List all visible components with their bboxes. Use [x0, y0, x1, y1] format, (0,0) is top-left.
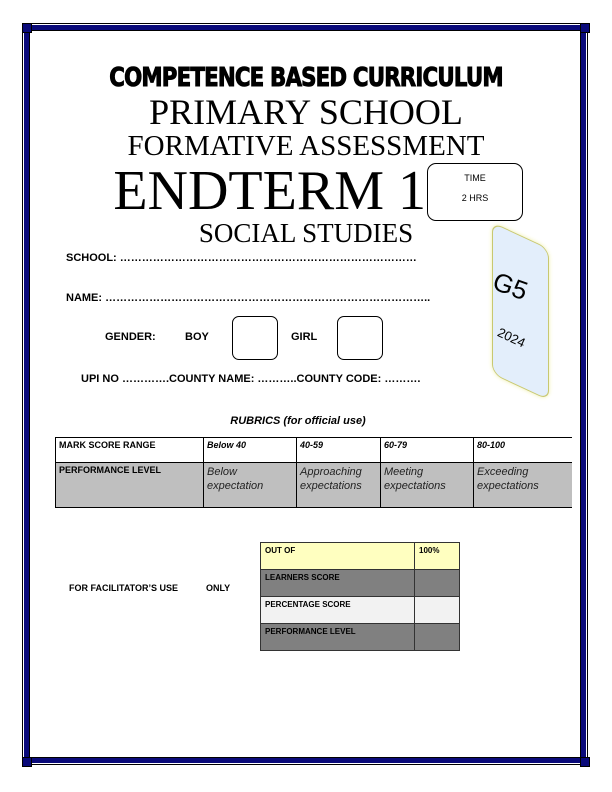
table-cell: PERCENTAGE SCORE	[261, 597, 415, 624]
rubrics-table	[55, 437, 572, 508]
border-corner	[22, 757, 32, 767]
facilitator-label: FOR FACILITATOR’S USE	[69, 583, 179, 593]
table-cell: Below expectation	[204, 463, 297, 508]
border-corner	[580, 757, 590, 767]
school-field[interactable]: SCHOOL: ………………………………………………………………………	[66, 252, 417, 264]
table-row	[261, 624, 460, 651]
percentage-score-input[interactable]	[415, 597, 460, 624]
table-cell: MARK SCORE RANGE	[56, 438, 204, 463]
table-row	[56, 463, 572, 508]
facilitator-table	[260, 542, 460, 651]
name-field[interactable]: NAME: ……………………………………………………………………………..	[66, 292, 431, 304]
table-row	[261, 597, 460, 624]
table-cell: PERFORMANCE LEVEL	[56, 463, 204, 508]
table-row	[261, 543, 460, 570]
table-cell: LEARNERS SCORE	[261, 570, 415, 597]
time-box	[427, 163, 523, 221]
table-cell: 80-100	[474, 438, 572, 463]
table-row	[56, 438, 572, 463]
table-cell: Meeting expectations	[381, 463, 474, 508]
time-value: 2 HRS	[461, 193, 489, 203]
assessment-title: FORMATIVE ASSESSMENT	[127, 130, 485, 162]
boy-label: BOY	[185, 331, 209, 343]
learners-score-input[interactable]	[415, 570, 460, 597]
performance-level-input[interactable]	[415, 624, 460, 651]
girl-label: GIRL	[291, 331, 318, 343]
upi-county-field[interactable]: UPI NO ………….COUNTY NAME: ………..COUNTY CODE: ……….	[81, 373, 421, 385]
grade-badge	[492, 222, 549, 401]
table-cell: OUT OF	[261, 543, 415, 570]
border-corner	[580, 23, 590, 33]
table-cell: 40-59	[297, 438, 381, 463]
table-cell: PERFORMANCE LEVEL	[261, 624, 415, 651]
table-cell: Below 40	[204, 438, 297, 463]
table-cell: Approaching expectations	[297, 463, 381, 508]
border-corner	[22, 23, 32, 33]
facilitator-only: ONLY	[206, 583, 231, 593]
table-row	[261, 570, 460, 597]
level-title: PRIMARY SCHOOL	[149, 92, 463, 132]
curriculum-title: COMPETENCE BASED CURRICULUM	[109, 63, 503, 93]
table-cell: 60-79	[381, 438, 474, 463]
table-cell: 100%	[415, 543, 460, 570]
table-cell: Exceeding expectations	[474, 463, 572, 508]
grade-label: G5	[488, 265, 532, 307]
boy-checkbox[interactable]	[232, 316, 278, 360]
gender-label: GENDER:	[105, 331, 156, 343]
year-label: 2024	[495, 324, 528, 351]
rubrics-title: RUBRICS (for official use)	[230, 415, 366, 427]
girl-checkbox[interactable]	[337, 316, 383, 360]
subject-title: SOCIAL STUDIES	[198, 218, 414, 248]
exam-title: ENDTERM 1	[113, 160, 426, 222]
time-label: TIME	[464, 173, 486, 183]
